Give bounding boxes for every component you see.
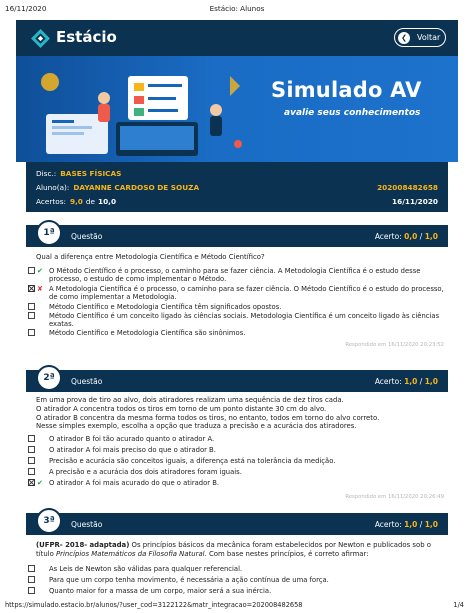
question-text: Em uma prova de tiro ao alvo, dois atiradores realizam uma sequência de dez tiros cada. O atirador A concentra todos os tiros em torno de um ponto distante 30 cm do alvo. O atirador B concentra da mesma forma todos os tiros, no entanto, todos em torno do alvo correto. Nesse simples exemplo, escolha a opção que traduza a precisão e a acurácia dos atiradores.	[36, 396, 380, 431]
print-url: https://simulado.estacio.br/alunos/?user_cod=3122122&matr_integracao=202008482658	[5, 601, 303, 609]
top-bar	[16, 20, 458, 56]
option-text: Quanto maior for a massa de um corpo, maior será a sua inércia.	[49, 587, 272, 595]
question-label: Questão	[71, 520, 103, 529]
question-number: 1ª	[36, 220, 62, 246]
question-label: Questão	[71, 232, 103, 241]
question-score: Acerto: 1,0 / 1,0	[374, 520, 438, 529]
student-label: Aluno(a):	[36, 182, 70, 192]
option[interactable]	[28, 303, 448, 311]
question-3-header	[26, 513, 448, 535]
option-checkbox[interactable]	[28, 446, 35, 453]
back-button[interactable]	[394, 28, 446, 47]
hits-total: 10,0	[98, 196, 117, 206]
registration-number: 202008482658	[377, 182, 438, 192]
back-arrow-icon: ❮	[398, 32, 410, 44]
option-text: O atirador A foi mais acurado do que o atirador B.	[49, 479, 220, 487]
option-checkbox[interactable]	[28, 468, 35, 475]
option[interactable]	[28, 312, 448, 329]
option-checkbox[interactable]	[28, 312, 35, 319]
option-checkbox[interactable]	[28, 435, 35, 442]
option-text: Para que um corpo tenha movimento, é necessária a ação contínua de uma força.	[49, 576, 329, 584]
print-date: 16/11/2020	[5, 4, 47, 13]
disc-label: Disc.:	[36, 168, 57, 178]
option-text: A Metodologia Científica é o processo, o caminho para se fazer ciência. O Método Científico é o estudo do processo, de como implementar a Metodologia.	[49, 285, 444, 302]
response-time: Respondido em 16/11/2020 20:26:49	[345, 494, 444, 500]
option[interactable]	[28, 285, 448, 302]
study-illustration-icon	[16, 56, 256, 162]
option-text: A precisão e a acurácia dos dois atiradores foram iguais.	[49, 468, 242, 476]
question-text: (UFPR- 2018- adaptada) Os princípios básicos da mecânica foram estabelecidos por Newton e publicados sob o título Princípios Matemáticos da Filosofia Natural. Com base nestes princípios, é correto afirmar:	[36, 541, 431, 558]
option-checkbox[interactable]	[28, 267, 35, 274]
option[interactable]	[28, 565, 448, 573]
option-text: O Método Científico é o processo, o caminho para se fazer ciência. A Metodologia Científica é o estudo desse processo, o estudo de como implementar o Método.	[49, 267, 421, 284]
estacio-logo-icon	[30, 28, 51, 49]
exam-date: 16/11/2020	[392, 196, 438, 206]
selected-checkbox-icon[interactable]	[28, 285, 35, 292]
option[interactable]	[28, 468, 448, 476]
print-header	[0, 0, 474, 16]
option[interactable]	[28, 435, 448, 443]
option[interactable]	[28, 587, 448, 595]
option-checkbox[interactable]	[28, 303, 35, 310]
question-score: Acerto: 1,0 / 1,0	[374, 377, 438, 386]
correct-check-icon: ✔	[37, 479, 43, 487]
question-score: Acerto: 0,0 / 1,0	[374, 232, 438, 241]
option-text: O atirador B foi tão acurado quanto o atirador A.	[49, 435, 215, 443]
option[interactable]	[28, 267, 448, 284]
question-2-header	[26, 370, 448, 392]
print-page-number: 1/4	[453, 601, 464, 609]
option-checkbox[interactable]	[28, 329, 35, 336]
option-checkbox[interactable]	[28, 576, 35, 583]
question-number: 3ª	[36, 508, 62, 534]
option-checkbox[interactable]	[28, 565, 35, 572]
hero-banner	[16, 56, 458, 162]
selected-checkbox-icon[interactable]	[28, 479, 35, 486]
question-number: 2ª	[36, 365, 62, 391]
hits-label: Acertos:	[36, 196, 66, 206]
option-text: Método Científico e Metodologia Científica têm significados opostos.	[49, 303, 282, 311]
hits-de: de	[85, 196, 96, 206]
print-title: Estácio: Alunos	[209, 4, 265, 13]
option[interactable]	[28, 457, 448, 465]
question-1-header	[26, 225, 448, 247]
option-text: O atirador A foi mais preciso do que o atirador B.	[49, 446, 216, 454]
brand-name: Estácio	[56, 28, 117, 46]
option[interactable]	[28, 576, 448, 584]
banner-title: Simulado AV	[271, 78, 422, 102]
print-footer	[0, 599, 474, 613]
question-label: Questão	[71, 377, 103, 386]
banner-subtitle: avalie seus conhecimentos	[284, 108, 421, 118]
option[interactable]	[28, 446, 448, 454]
option-text: Precisão e acurácia são conceitos iguais, a diferença está na tolerância da medição.	[49, 457, 336, 465]
correct-check-icon: ✔	[37, 267, 43, 275]
student-name: DAYANNE CARDOSO DE SOUZA	[73, 182, 200, 192]
option-checkbox[interactable]	[28, 587, 35, 594]
option[interactable]	[28, 479, 448, 487]
option-text: Método Científico é um conceito ligado às ciências sociais. Metodologia Científica é um conceito ligado às ciências exatas.	[49, 312, 440, 329]
disc-value: BASES FÍSICAS	[60, 168, 122, 178]
option-text: As Leis de Newton são válidas para qualquer referencial.	[49, 565, 243, 573]
hits-value: 9,0	[69, 196, 83, 206]
response-time: Respondido em 16/11/2020 20:23:52	[345, 342, 444, 348]
option[interactable]	[28, 329, 448, 337]
option-checkbox[interactable]	[28, 457, 35, 464]
exam-info	[26, 162, 448, 212]
wrong-cross-icon: ✘	[37, 285, 43, 293]
back-button-label: Voltar	[417, 33, 441, 42]
question-text: Qual a diferença entre Metodologia Científica e Método Científico?	[36, 253, 265, 261]
option-text: Método Científico e Metodologia Científica são sinônimos.	[49, 329, 246, 337]
